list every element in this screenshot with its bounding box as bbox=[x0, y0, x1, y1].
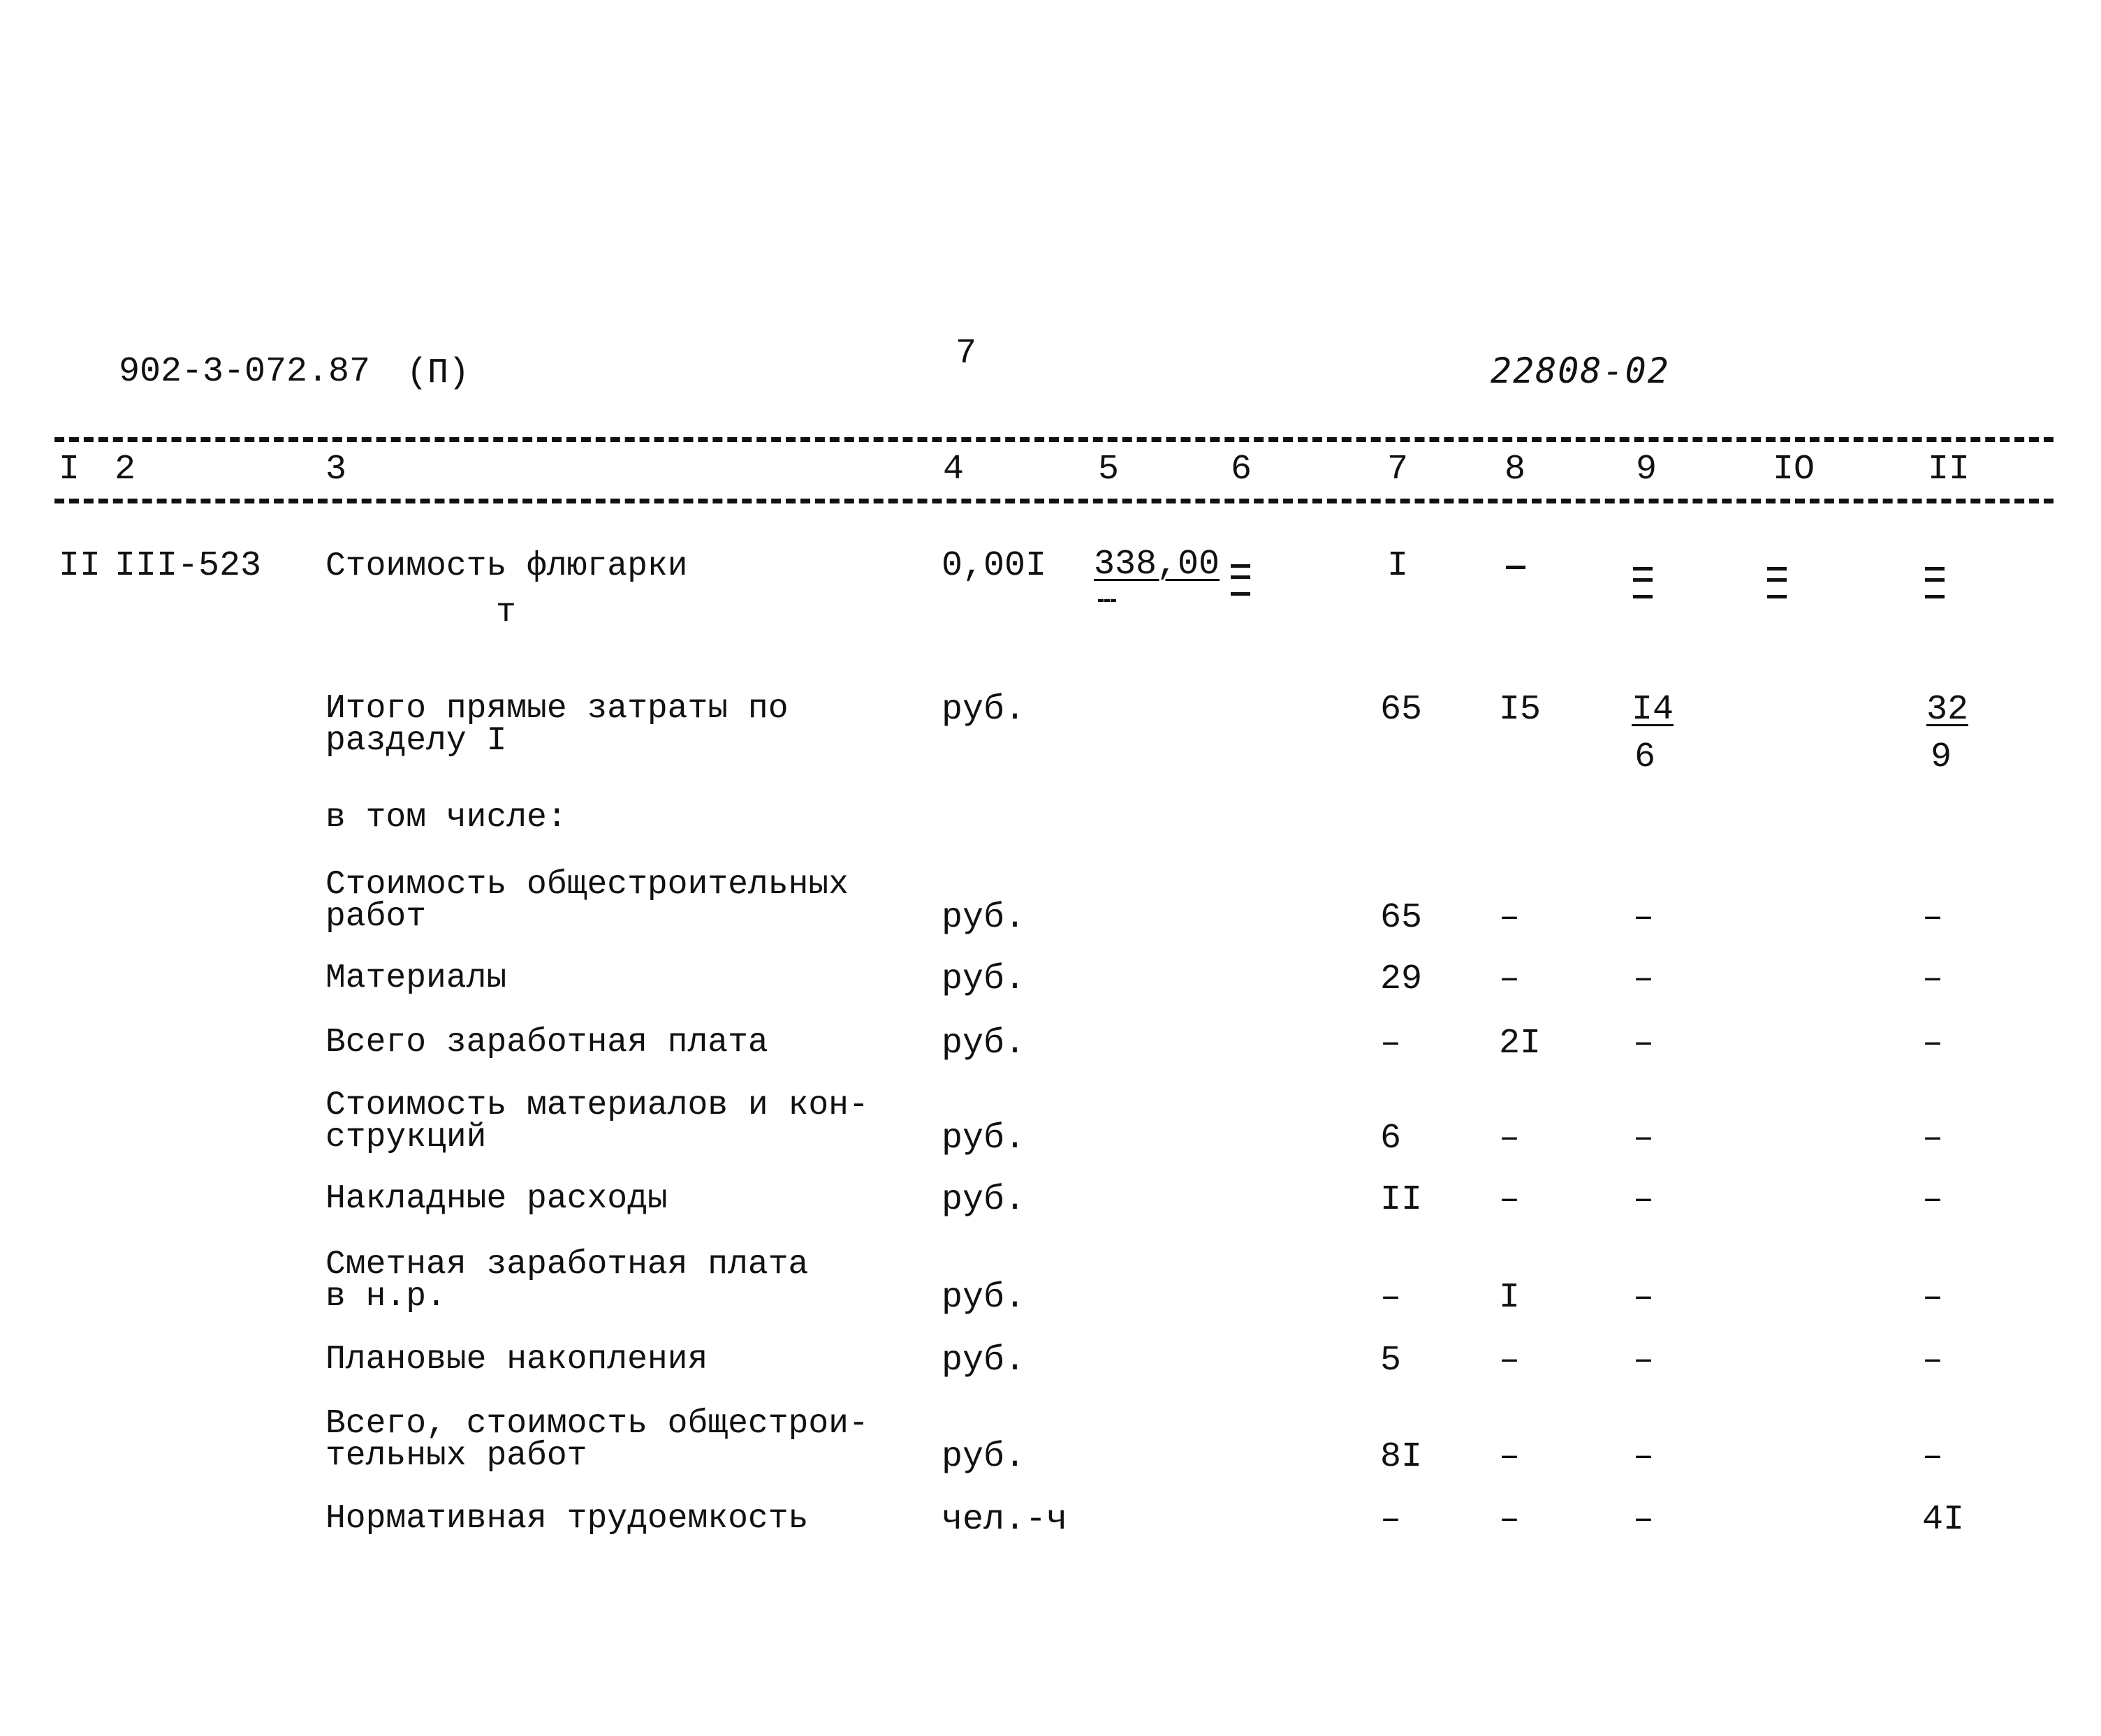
column-7-value: 29 bbox=[1380, 959, 1423, 999]
column-9-value: – bbox=[1633, 898, 1655, 938]
column-8-value: – bbox=[1499, 1180, 1521, 1220]
column-header-3: 3 bbox=[325, 450, 347, 490]
column-header-4: 4 bbox=[943, 450, 965, 490]
item-line1: Всего, стоимость общестрои- bbox=[325, 1405, 869, 1443]
column-8-value: – bbox=[1499, 959, 1521, 999]
table-header-rule bbox=[54, 499, 2054, 503]
total-column-8: I5 bbox=[1499, 690, 1542, 730]
price-under-mark bbox=[1098, 599, 1116, 602]
column-7-value: – bbox=[1380, 1500, 1402, 1540]
page-number: 7 bbox=[956, 334, 977, 374]
column-11-value: – bbox=[1922, 1119, 1944, 1158]
column-11-value: – bbox=[1922, 1437, 1944, 1477]
column-8-value: – bbox=[1499, 1119, 1521, 1158]
column-7-value: – bbox=[1380, 1278, 1402, 1318]
column-8-value: – bbox=[1499, 1500, 1521, 1540]
document-flag: (П) bbox=[407, 353, 470, 393]
item-line2: тельных работ bbox=[325, 1437, 587, 1475]
item-line2: в н.р. bbox=[325, 1278, 446, 1316]
total-column-9-top: I4 bbox=[1632, 690, 1674, 730]
column-header-2: 2 bbox=[115, 450, 136, 490]
item-line1: Материалы bbox=[325, 959, 507, 997]
item-unit: руб. bbox=[942, 1278, 1026, 1318]
column-8-value: I bbox=[1499, 1278, 1521, 1318]
ditto-mark bbox=[1633, 567, 1653, 598]
column-header-5: 5 bbox=[1098, 450, 1120, 490]
column-7-value: 6 bbox=[1380, 1119, 1402, 1158]
item-unit: руб. bbox=[942, 1180, 1026, 1220]
column-header-6: 6 bbox=[1231, 450, 1252, 490]
column-9-value: – bbox=[1633, 1119, 1655, 1158]
column-header-9: 9 bbox=[1636, 450, 1657, 490]
item-unit: руб. bbox=[942, 898, 1026, 938]
item-line1: Стоимость общестроительных bbox=[325, 866, 849, 904]
column-9-value: – bbox=[1633, 1180, 1655, 1220]
item-line1: Накладные расходы bbox=[325, 1180, 668, 1218]
item-unit: руб. bbox=[942, 1024, 1026, 1064]
item-unit: руб. bbox=[942, 1341, 1026, 1381]
price-code: III-523 bbox=[115, 546, 262, 586]
ditto-mark bbox=[1925, 567, 1945, 598]
total-name-line1: Итого прямые затраты по bbox=[325, 690, 789, 728]
document-code: 902-3-072.87 bbox=[119, 352, 371, 392]
total-name-line2: разделу I bbox=[325, 722, 507, 760]
ditto-mark bbox=[1231, 564, 1250, 595]
column-9-value: – bbox=[1633, 959, 1655, 999]
column-11-value: – bbox=[1922, 1180, 1944, 1220]
item-name: Стоимость флюгарки bbox=[325, 547, 688, 585]
ditto-mark bbox=[1767, 567, 1787, 598]
column-7-value: 5 bbox=[1380, 1341, 1402, 1381]
column-9-value: – bbox=[1633, 1500, 1655, 1540]
item-line1: Сметная заработная плата bbox=[325, 1246, 809, 1283]
column-8-value: 2I bbox=[1499, 1024, 1542, 1064]
item-price: 338,00 bbox=[1094, 545, 1220, 584]
column-9-value: – bbox=[1633, 1437, 1655, 1477]
column-11-value: – bbox=[1922, 1024, 1944, 1064]
item-line1: Нормативная трудоемкость bbox=[325, 1500, 809, 1538]
item-line2: работ bbox=[325, 898, 427, 936]
item-unit: т bbox=[496, 594, 516, 631]
item-line1: Всего заработная плата bbox=[325, 1024, 768, 1061]
including-label: в том числе: bbox=[325, 799, 567, 837]
column-9-value: – bbox=[1633, 1278, 1655, 1318]
item-line2: струкций bbox=[325, 1119, 487, 1156]
column-header-11: II bbox=[1928, 450, 1970, 490]
item-line1: Плановые накопления bbox=[325, 1341, 708, 1378]
total-column-9-bottom: 6 bbox=[1634, 737, 1656, 777]
column-11-value: – bbox=[1922, 1341, 1944, 1381]
total-column-7: 65 bbox=[1380, 690, 1423, 730]
item-unit: руб. bbox=[942, 1437, 1026, 1477]
column-11-value: – bbox=[1922, 1278, 1944, 1318]
column-7-value: – bbox=[1380, 1024, 1402, 1064]
column-header-10: IO bbox=[1773, 450, 1815, 490]
column-8-value: – bbox=[1499, 1341, 1521, 1381]
column-header-1: I bbox=[59, 450, 80, 490]
column-11-value: – bbox=[1922, 959, 1944, 999]
item-unit: руб. bbox=[942, 959, 1026, 999]
column-9-value: – bbox=[1633, 1341, 1655, 1381]
total-column-11-top: 32 bbox=[1926, 690, 1969, 730]
column-header-7: 7 bbox=[1387, 450, 1409, 490]
item-unit: руб. bbox=[942, 1119, 1026, 1158]
column-9-value: – bbox=[1633, 1024, 1655, 1064]
item-unit: чел.-ч bbox=[942, 1500, 1068, 1540]
column-7-value: 8I bbox=[1380, 1437, 1423, 1477]
column-11-value: – bbox=[1922, 898, 1944, 938]
column-11-value: 4I bbox=[1922, 1500, 1965, 1540]
total-column-11-bottom: 9 bbox=[1931, 737, 1952, 777]
column-7-value: II bbox=[1380, 1180, 1423, 1220]
column-8-value: – bbox=[1499, 898, 1521, 938]
column-7-value: 65 bbox=[1380, 898, 1423, 938]
column-7-value: I bbox=[1387, 546, 1409, 586]
column-header-8: 8 bbox=[1505, 450, 1526, 490]
row-number: II bbox=[59, 546, 101, 586]
column-8-value: – bbox=[1499, 1437, 1521, 1477]
sheet-code: 22808-02 bbox=[1491, 351, 1670, 391]
item-quantity: 0,00I bbox=[942, 546, 1047, 586]
item-line1: Стоимость материалов и кон- bbox=[325, 1087, 869, 1124]
total-unit: руб. bbox=[942, 690, 1026, 730]
table-top-rule bbox=[54, 437, 2054, 442]
column-8-dash bbox=[1506, 566, 1525, 569]
